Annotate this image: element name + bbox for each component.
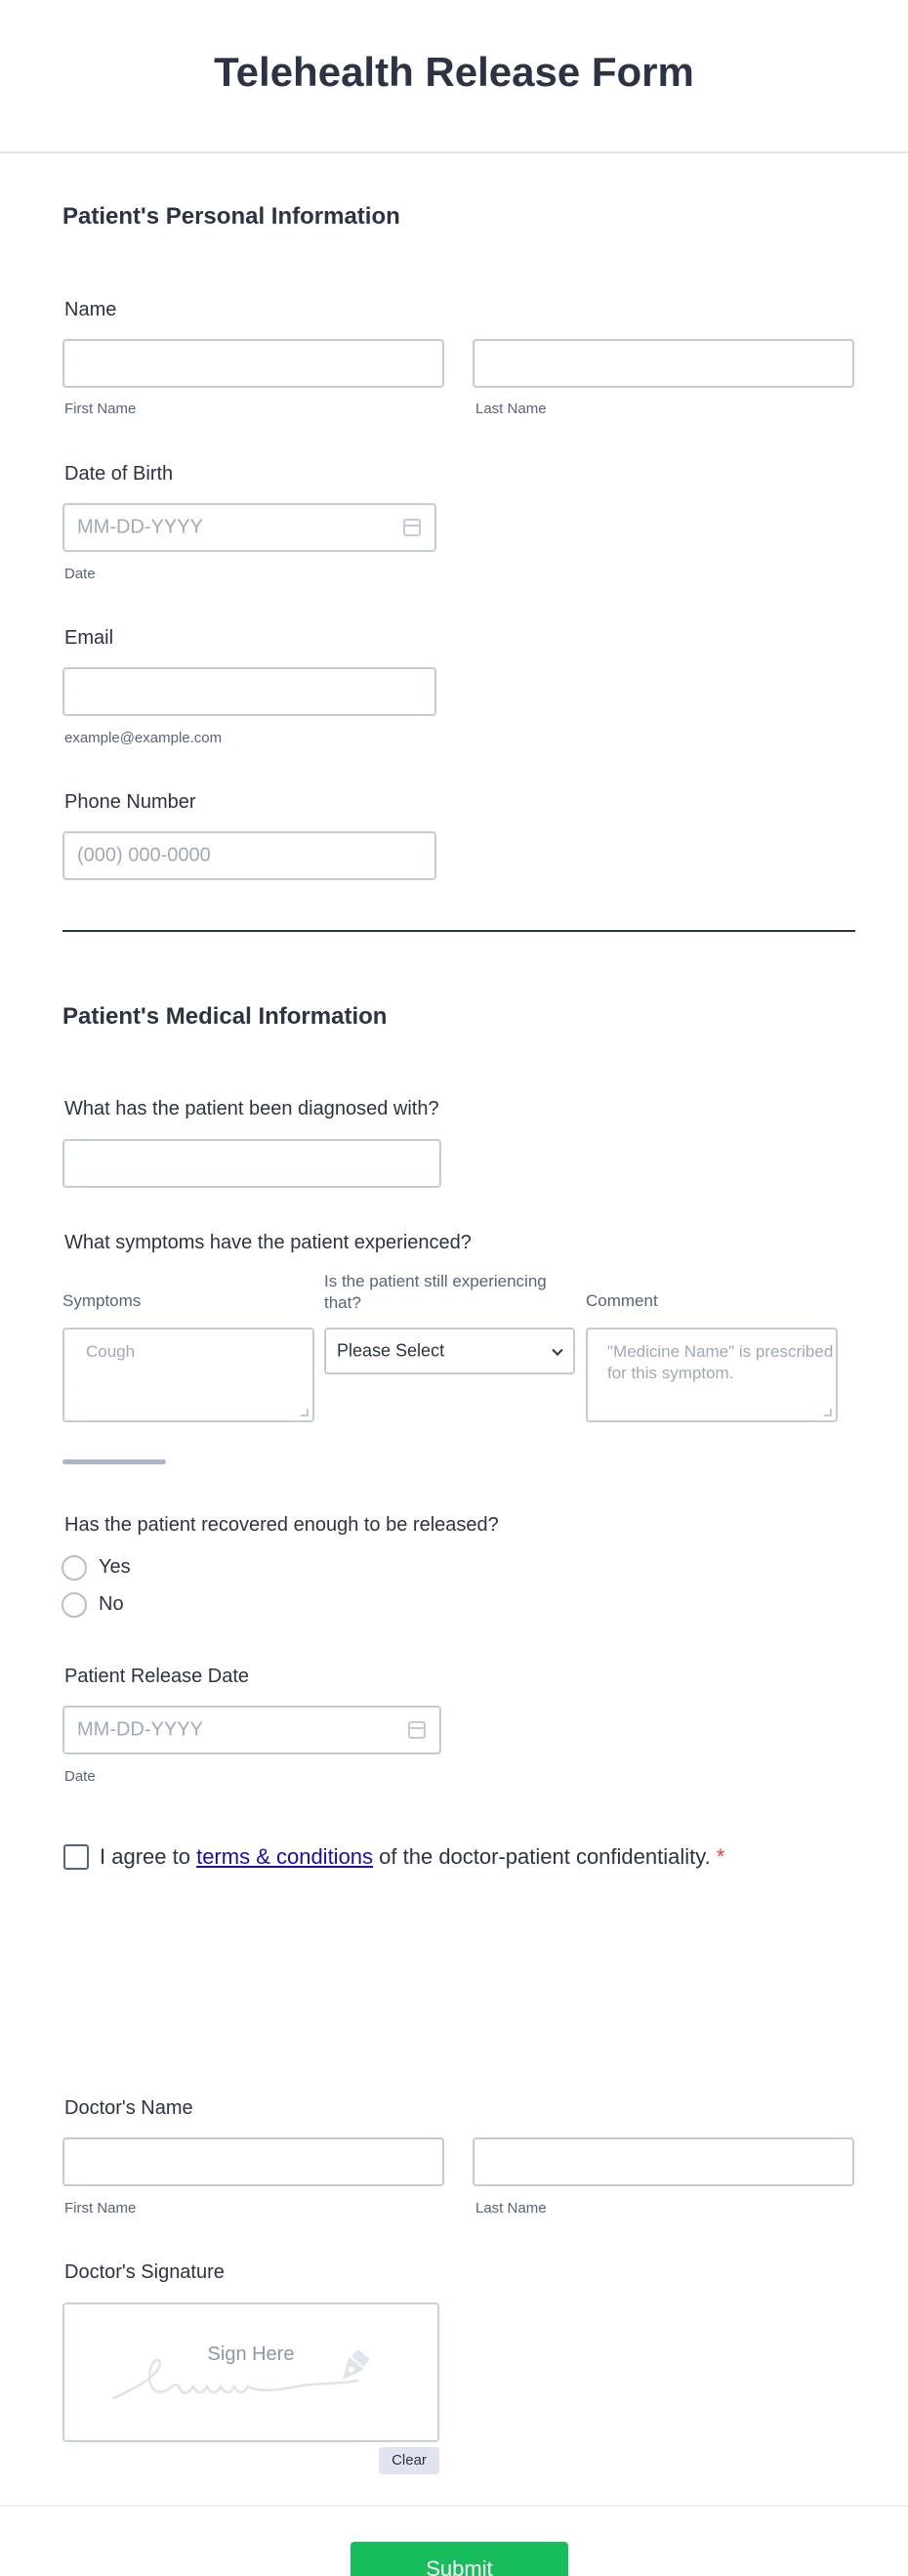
still-experiencing-select[interactable] (324, 1328, 575, 1374)
calendar-icon[interactable] (403, 519, 421, 536)
agree-text-post: of the doctor-patient confidentiality. (373, 1844, 711, 1869)
release-date-placeholder: MM-DD-YYYY (77, 1718, 203, 1741)
symptom-placeholder: Cough (86, 1342, 136, 1361)
doctor-name-label: Doctor's Name (64, 2097, 193, 2119)
dob-sublabel: Date (64, 566, 96, 582)
required-mark: * (716, 1844, 725, 1869)
calendar-icon[interactable] (408, 1721, 426, 1739)
signature-pad[interactable] (62, 2302, 439, 2442)
release-date-input[interactable] (62, 1706, 441, 1754)
section-divider (62, 930, 855, 932)
signature-placeholder: Sign Here (207, 2344, 295, 2365)
recovered-label: Has the patient recovered enough to be released? (64, 1514, 499, 1536)
form-title: Telehealth Release Form (214, 49, 694, 95)
agree-text-pre: I agree to (100, 1844, 197, 1869)
symptom-textarea[interactable] (62, 1328, 314, 1422)
col-comment-header: Comment (586, 1291, 658, 1310)
agree-label[interactable] (100, 1844, 724, 1870)
last-name-sublabel: Last Name (475, 401, 547, 417)
phone-label: Phone Number (64, 791, 196, 813)
comment-textarea[interactable] (586, 1328, 838, 1422)
symptoms-label: What symptoms have the patient experienced? (64, 1232, 472, 1253)
name-label: Name (64, 299, 117, 320)
radio-no-label[interactable]: No (99, 1593, 124, 1615)
submit-button[interactable]: Submit (351, 2542, 568, 2576)
email-input[interactable] (62, 667, 436, 716)
doctor-last-name-input[interactable] (473, 2137, 854, 2186)
resize-handle-icon[interactable] (301, 1409, 309, 1416)
phone-placeholder: (000) 000-0000 (77, 844, 211, 866)
doctor-first-name-sublabel: First Name (64, 2200, 137, 2217)
release-date-label: Patient Release Date (64, 1666, 250, 1687)
diagnosed-label: What has the patient been diagnosed with? (64, 1098, 439, 1119)
dob-placeholder: MM-DD-YYYY (77, 516, 203, 538)
comment-placeholder: "Medicine Name" is prescribed for this symptom. (607, 1342, 834, 1382)
personal-section-title: Patient's Personal Information (62, 203, 400, 230)
signature-scribble-icon (111, 2342, 404, 2410)
col-symptoms-header: Symptoms (62, 1291, 142, 1310)
doctor-last-name-sublabel: Last Name (475, 2200, 547, 2217)
horizontal-scrollbar[interactable] (62, 1459, 166, 1464)
first-name-sublabel: First Name (64, 401, 137, 417)
clear-signature-button[interactable]: Clear (379, 2447, 439, 2474)
email-sublabel: example@example.com (64, 730, 223, 746)
medical-section-title: Patient's Medical Information (62, 1003, 388, 1030)
radio-no[interactable] (62, 1592, 87, 1618)
select-value: Please Select (337, 1340, 445, 1361)
radio-yes[interactable] (62, 1555, 87, 1581)
release-date-sublabel: Date (64, 1768, 96, 1785)
dob-label: Date of Birth (64, 463, 174, 485)
chevron-down-icon (552, 1345, 562, 1356)
diagnosed-input[interactable] (62, 1139, 441, 1188)
col-still-header: Is the patient still experiencing that? (324, 1272, 547, 1312)
resize-handle-icon[interactable] (824, 1409, 832, 1416)
radio-yes-label[interactable]: Yes (99, 1556, 131, 1578)
form-header (0, 0, 908, 153)
dob-input[interactable] (62, 503, 436, 552)
phone-input[interactable] (62, 831, 436, 880)
last-name-input[interactable] (473, 339, 854, 388)
signature-label: Doctor's Signature (64, 2261, 225, 2283)
first-name-input[interactable] (62, 339, 444, 388)
terms-link[interactable]: terms & conditions (196, 1844, 374, 1869)
footer-divider (0, 2505, 908, 2507)
doctor-first-name-input[interactable] (62, 2137, 444, 2186)
email-label: Email (64, 627, 114, 649)
agree-checkbox[interactable] (63, 1844, 89, 1870)
